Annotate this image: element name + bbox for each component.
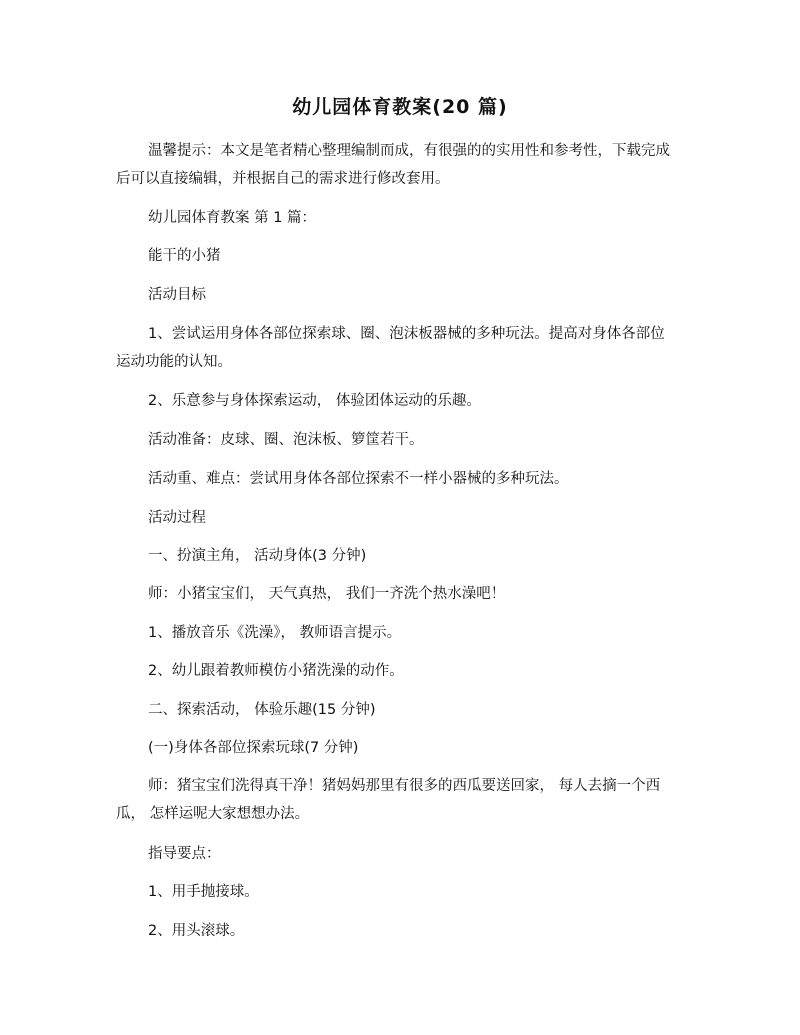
step-item: 2、幼儿跟着教师模仿小猪洗澡的动作。 xyxy=(148,663,404,679)
key-points-paragraph: 活动重、难点：尝试用身体各部位探索不一样小器械的多种玩法。 xyxy=(148,471,569,487)
step-heading: 一、扮演主角， 活动身体(3 分钟) xyxy=(148,548,367,564)
preparation-paragraph: 活动准备：皮球、圈、泡沫板、箩筐若干。 xyxy=(148,432,424,448)
guidance-item: 2、用头滚球。 xyxy=(148,923,245,939)
objectives-heading: 活动目标 xyxy=(148,287,206,303)
guidance-heading: 指导要点： xyxy=(148,846,221,862)
process-heading: 活动过程 xyxy=(148,510,206,526)
lesson-title: 能干的小猪 xyxy=(148,248,221,264)
step-heading: 二、探索活动， 体验乐趣(15 分钟) xyxy=(148,702,376,718)
section-heading: 幼儿园体育教案 第 1 篇： xyxy=(148,210,317,226)
teacher-line: 师：小猪宝宝们， 天气真热， 我们一齐洗个热水澡吧！ xyxy=(148,586,506,602)
objective-item: 2、乐意参与身体探索运动， 体验团体运动的乐趣。 xyxy=(148,393,481,409)
guidance-item: 1、用手抛接球。 xyxy=(148,884,259,900)
teacher-line: 师：猪宝宝们洗得真干净！猪妈妈那里有很多的西瓜要送回家， 每人去摘一个西瓜， 怎样运呢大家想想办法。 xyxy=(116,778,661,822)
notice-paragraph: 温馨提示：本文是笔者精心整理编制而成，有很强的的实用性和参考性，下载完成后可以直接编辑，并根据自己的需求进行修改套用。 xyxy=(116,143,670,187)
document-title: 幼儿园体育教案(20 篇) xyxy=(292,96,508,118)
objective-item: 1、尝试运用身体各部位探索球、圈、泡沫板器械的多种玩法。提高对身体各部位运动功能的认知。 xyxy=(116,326,665,370)
step-item: 1、播放音乐《洗澡》， 教师语言提示。 xyxy=(148,625,402,641)
sub-step-heading: (一)身体各部位探索玩球(7 分钟) xyxy=(148,740,359,756)
